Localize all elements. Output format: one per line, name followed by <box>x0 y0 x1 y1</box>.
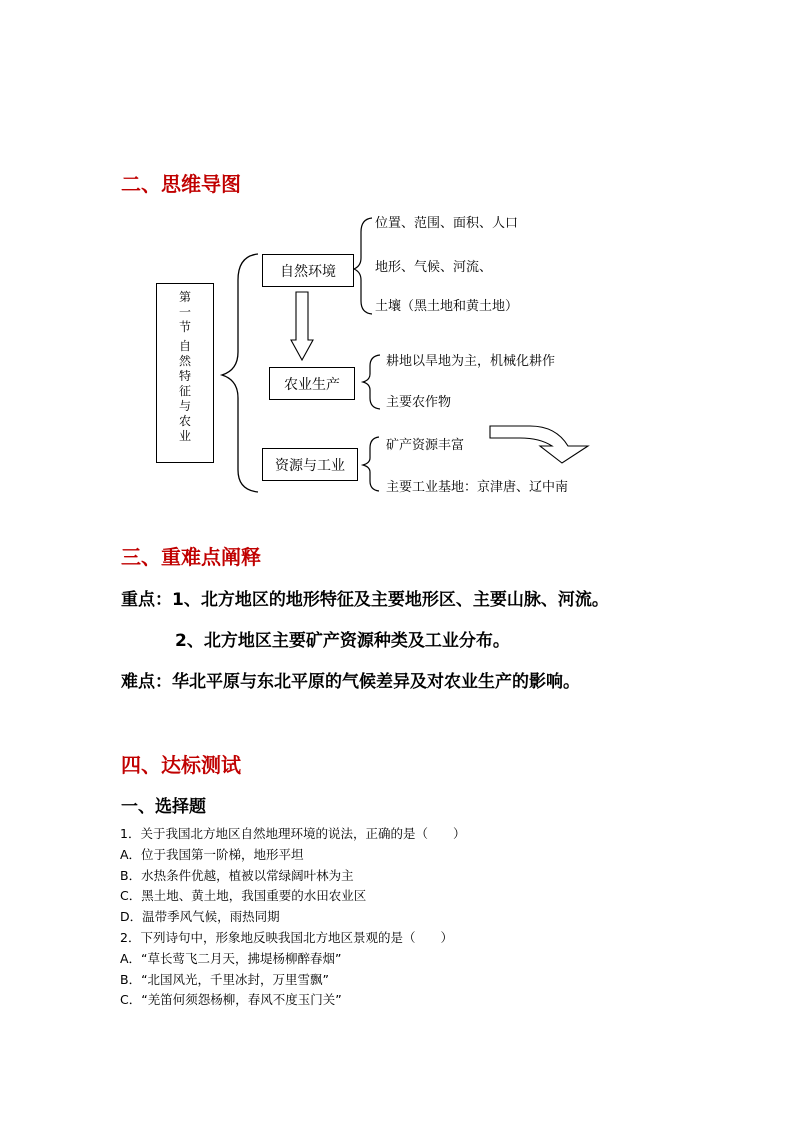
natural-item: 土壤（黑土地和黄土地） <box>375 299 519 314</box>
natural-brace <box>354 218 372 314</box>
agri-item: 主要农作物 <box>386 395 452 410</box>
root-char: 然 <box>178 354 191 368</box>
agri-item: 耕地以旱地为主，机械化耕作 <box>386 354 556 369</box>
natural-item: 位置、范围、面积、人口 <box>375 216 519 231</box>
main-brace <box>222 254 258 492</box>
question-option: A．“草长莺飞二月天，拂堤杨柳醉春烟” <box>120 950 342 966</box>
industry-brace <box>363 437 379 491</box>
key-point-1: 1、北方地区的地形特征及主要地形区、主要山脉、河流。 <box>172 590 609 610</box>
question-option: D．温带季风气候，雨热同期 <box>120 909 280 925</box>
difficulty-text: 华北平原与东北平原的气候差异及对农业生产的影响。 <box>172 672 580 692</box>
down-arrow <box>291 292 313 360</box>
section-heading-key-points: 三、重难点阐释 <box>121 545 261 569</box>
key-point-2: 2、北方地区主要矿产资源种类及工业分布。 <box>175 631 510 651</box>
root-char: 节 <box>178 320 191 334</box>
question-line: 1．关于我国北方地区自然地理环境的说法，正确的是（ ） <box>120 826 466 841</box>
difficulty-label: 难点： <box>121 672 172 692</box>
question-option: A．位于我国第一阶梯，地形平坦 <box>120 846 304 862</box>
natural-item: 地形、气候、河流、 <box>375 260 493 275</box>
question-line: 2．下列诗句中，形象地反映我国北方地区景观的是（ ） <box>120 929 453 945</box>
question-option: B．“北国风光，千里冰封，万里雪飘” <box>120 971 330 987</box>
root-char: 第 <box>178 290 191 304</box>
industry-item: 主要工业基地：京津唐、辽中南 <box>386 480 569 495</box>
section-heading-test: 四、达标测试 <box>121 753 241 777</box>
question-option: C．“羌笛何须怨杨柳，春风不度玉门关” <box>120 992 342 1008</box>
key-label: 重点： <box>121 590 172 610</box>
root-char: 农 <box>178 414 191 428</box>
root-char: 业 <box>178 429 191 443</box>
node-agriculture: 农业生产 <box>269 367 355 400</box>
question-option: C．黑土地、黄土地，我国重要的水田农业区 <box>120 888 367 904</box>
subheading-multiple-choice: 一、选择题 <box>121 797 206 817</box>
node-resources-industry: 资源与工业 <box>262 448 358 481</box>
agri-brace <box>363 355 380 409</box>
root-char: 一 <box>178 305 191 319</box>
industry-item: 矿产资源丰富 <box>386 438 465 453</box>
root-char: 与 <box>178 399 191 413</box>
node-natural-environment: 自然环境 <box>262 254 354 287</box>
curved-arrow <box>490 426 588 463</box>
root-char: 征 <box>178 384 191 398</box>
section-heading-mindmap: 二、思维导图 <box>121 172 241 196</box>
question-option: B．水热条件优越，植被以常绿阔叶林为主 <box>120 867 354 883</box>
root-char: 特 <box>178 369 191 383</box>
difficulty-line <box>121 667 580 692</box>
key-point-line-1 <box>121 585 609 610</box>
root-char: 自 <box>178 339 191 353</box>
question-list <box>120 824 465 1011</box>
